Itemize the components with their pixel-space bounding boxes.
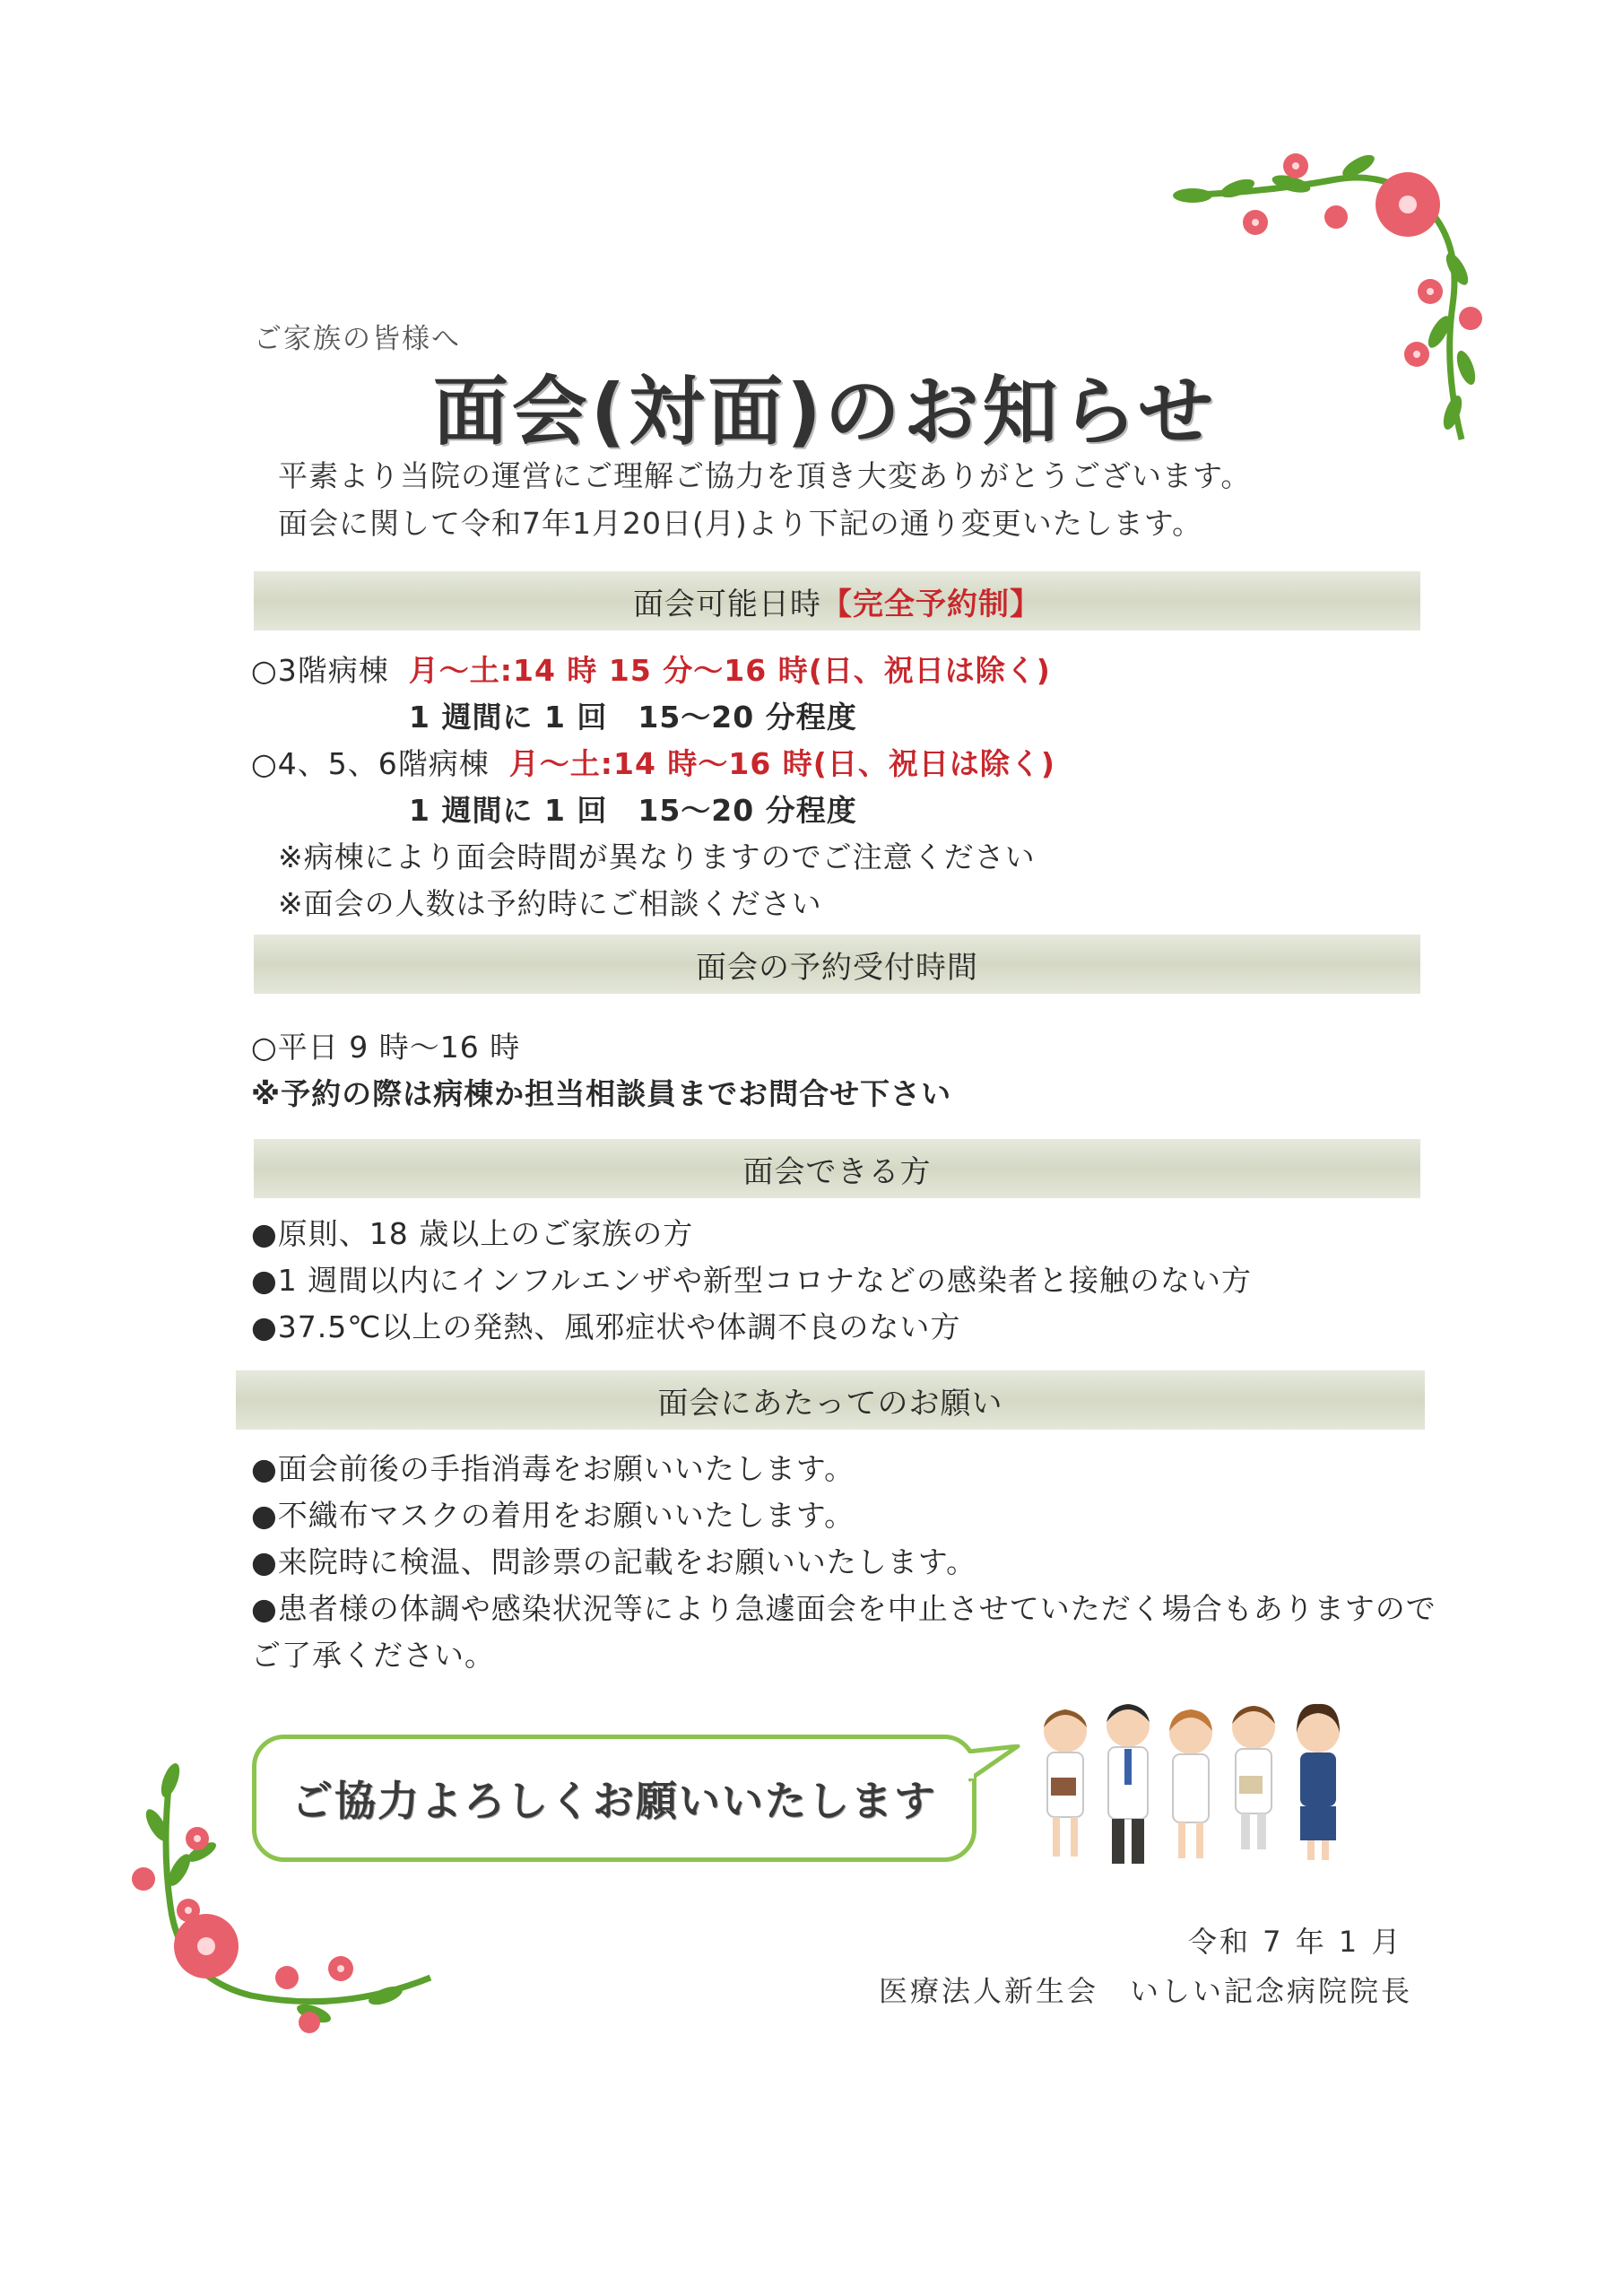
intro-line-1: 平素より当院の運営にご理解ご協力を頂き大変ありがとうございます。 xyxy=(278,458,1252,493)
speech-bubble xyxy=(252,1735,976,1862)
reservation-note: ※予約の際は病棟か担当相談員までお問合せ下さい xyxy=(251,1076,952,1111)
page-title: 面会(対面)のお知らせ xyxy=(432,368,1218,456)
ward456-row xyxy=(251,741,1055,783)
intro-line-2: 面会に関して令和7年1月20日(月)より下記の通り変更いたします。 xyxy=(278,506,1203,541)
eligible-item: ●1 週間以内にインフルエンザや新型コロナなどの感染者と接触のない方 xyxy=(251,1263,1252,1298)
bubble-text: ご協力よろしくお願いいたします xyxy=(291,1777,937,1825)
medical-staff-illustration xyxy=(1031,1695,1372,1874)
ward3-time: 月～土:14 時 15 分～16 時(日、祝日は除く) xyxy=(408,653,1051,688)
note-visitor-count: ※面会の人数は予約時にご相談ください xyxy=(278,886,822,921)
note-ward-times: ※病棟により面会時間が異なりますのでご注意ください xyxy=(278,839,1036,874)
signature: 医療法人新生会 いしい記念病院院長 xyxy=(879,1974,1413,2008)
eligible-item: ●原則、18 歳以上のご家族の方 xyxy=(251,1216,694,1251)
issue-date: 令和 7 年 1 月 xyxy=(1188,1925,1403,1959)
ward456-label: ○4、5、6階病棟 xyxy=(251,746,490,781)
bubble-tail-icon xyxy=(968,1744,1022,1789)
greeting: ご家族の皆様へ xyxy=(254,323,461,355)
section-heading-visiting-hours xyxy=(254,571,1420,631)
ward3-frequency: 1 週間に 1 回 15～20 分程度 xyxy=(409,700,857,735)
heading-highlight: 【完全予約制】 xyxy=(821,586,1041,622)
request-item: ●不織布マスクの着用をお願いいたします。 xyxy=(251,1498,855,1533)
eligible-item: ●37.5℃以上の発熱、風邪症状や体調不良のない方 xyxy=(251,1309,961,1344)
section-heading-requests: 面会にあたってのお願い xyxy=(236,1370,1425,1430)
request-item: ●面会前後の手指消毒をお願いいたします。 xyxy=(251,1451,855,1486)
heading-text: 面会可能日時 xyxy=(633,586,821,622)
ward456-time: 月～土:14 時～16 時(日、祝日は除く) xyxy=(508,746,1055,781)
section-heading-reservation: 面会の予約受付時間 xyxy=(254,935,1420,994)
section-heading-eligible: 面会できる方 xyxy=(254,1139,1420,1198)
ward3-label: ○3階病棟 xyxy=(251,653,389,688)
reservation-hours: ○平日 9 時～16 時 xyxy=(251,1030,521,1065)
ward3-row xyxy=(251,648,1051,690)
request-item: ●患者様の体調や感染状況等により急遽面会を中止させていただく場合もありますので xyxy=(251,1591,1436,1626)
ward456-frequency: 1 週間に 1 回 15～20 分程度 xyxy=(409,793,857,828)
request-item: ●来院時に検温、問診票の記載をお願いいたします。 xyxy=(251,1544,977,1579)
request-continuation: ご了承ください。 xyxy=(251,1638,495,1673)
